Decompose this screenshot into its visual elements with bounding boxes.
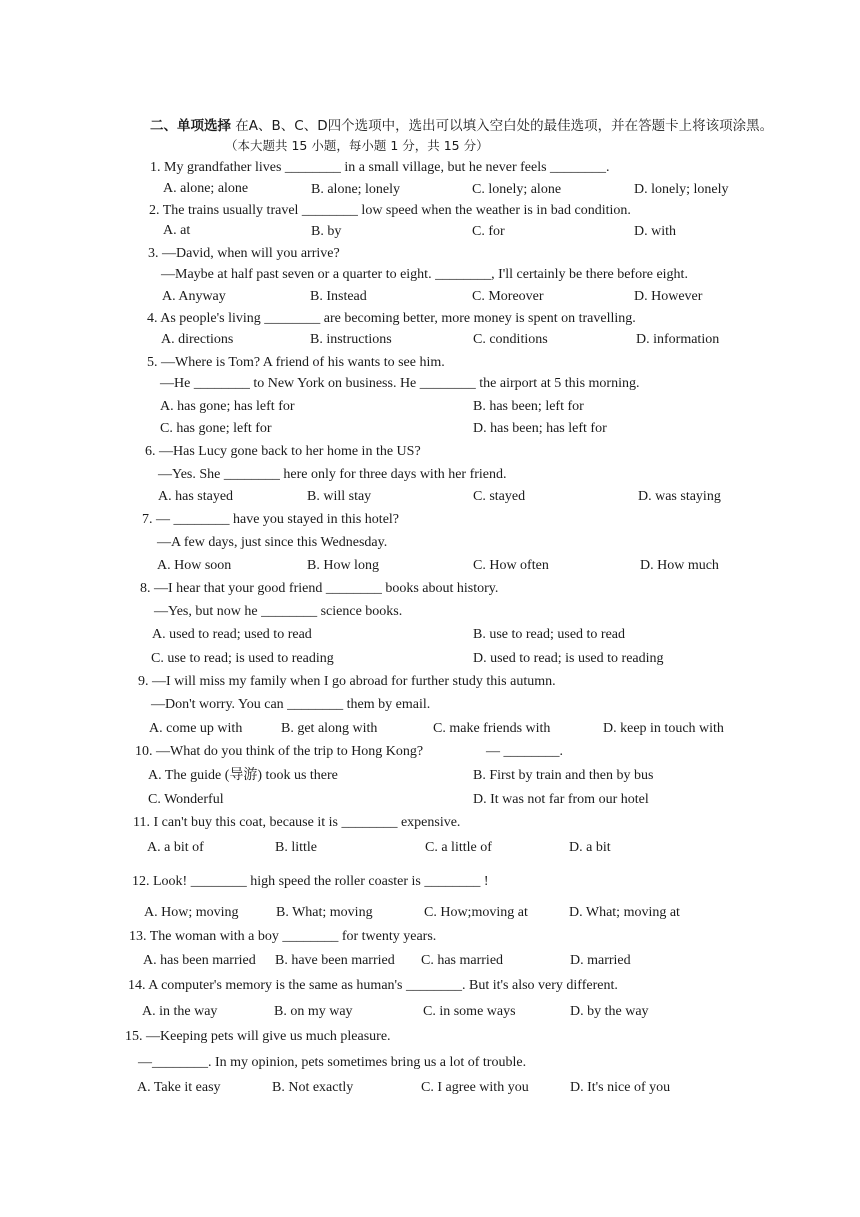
option-a: A. How; moving (144, 905, 239, 920)
question-stem: 12. Look! ________ high speed the roller coaster is ________ ! (132, 874, 489, 889)
question-stem: 11. I can't buy this coat, because it is ________ expensive. (133, 815, 461, 830)
option-d: D. What; moving at (569, 905, 680, 920)
option-a: A. The guide (导游) took us there (148, 768, 338, 783)
option-b: B. has been; left for (473, 399, 584, 414)
option-a: A. at (163, 223, 191, 238)
option-d: D. has been; has left for (473, 421, 607, 436)
question-stem: 13. The woman with a boy ________ for twenty years. (129, 929, 437, 944)
question-stem: 2. The trains usually travel ________ low speed when the weather is in bad condition. (149, 203, 631, 218)
option-c: C. conditions (473, 332, 548, 347)
question-stem: 1. My grandfather lives ________ in a small village, but he never feels ________. (150, 160, 610, 175)
option-b: B. How long (307, 558, 379, 573)
section-title: 二、单项选择 (150, 118, 231, 134)
option-b: B. Instead (310, 289, 367, 304)
option-a: A. has stayed (158, 489, 234, 504)
option-b: B. will stay (307, 489, 372, 504)
option-c: C. use to read; is used to reading (151, 651, 334, 666)
option-c: C. a little of (425, 840, 492, 855)
option-c: C. lonely; alone (472, 182, 562, 197)
option-c: C. Moreover (472, 289, 544, 304)
section-header (150, 117, 773, 135)
question-stem: 6. —Has Lucy gone back to her home in the US? (145, 444, 421, 459)
option-c: C. has gone; left for (160, 421, 272, 436)
option-a: A. alone; alone (163, 181, 249, 196)
option-a: A. used to read; used to read (152, 627, 312, 642)
option-c: C. I agree with you (421, 1080, 529, 1095)
option-a: A. How soon (157, 558, 232, 573)
option-b: B. instructions (310, 332, 392, 347)
option-d: D. keep in touch with (603, 721, 724, 736)
option-d: D. with (634, 224, 676, 239)
option-d: D. information (636, 332, 720, 347)
question-stem: 14. A computer's memory is the same as human's ________. But it's also very different. (128, 978, 618, 993)
option-d: D. How much (640, 558, 719, 573)
question-stem: 4. As people's living ________ are becoming better, more money is spent on travelling. (147, 311, 636, 326)
option-c: C. make friends with (433, 721, 551, 736)
option-b: B. little (275, 840, 317, 855)
question-stem-continued: — ________. (486, 744, 563, 759)
option-b: B. Not exactly (272, 1080, 354, 1095)
option-a: A. Take it easy (137, 1080, 221, 1095)
option-b: B. use to read; used to read (473, 627, 626, 642)
option-b: B. What; moving (276, 905, 373, 920)
option-a: A. directions (161, 332, 234, 347)
question-stem-continued: —Yes. She ________ here only for three days with her friend. (158, 467, 507, 482)
question-stem-continued: —Maybe at half past seven or a quarter to eight. ________, I'll certainly be there before eight. (161, 267, 688, 282)
question-stem-continued: —A few days, just since this Wednesday. (157, 535, 388, 550)
question-stem: 5. —Where is Tom? A friend of his wants to see him. (147, 355, 445, 370)
question-stem-continued: —Don't worry. You can ________ them by email. (151, 697, 431, 712)
option-c: C. in some ways (423, 1004, 516, 1019)
option-a: A. a bit of (147, 840, 204, 855)
option-d: D. It was not far from our hotel (473, 792, 649, 807)
option-d: D. by the way (570, 1004, 649, 1019)
option-d: D. lonely; lonely (634, 182, 729, 197)
option-d: D. However (634, 289, 703, 304)
question-stem: 10. —What do you think of the trip to Hong Kong? (135, 744, 424, 759)
question-stem: 9. —I will miss my family when I go abroad for further study this autumn. (138, 674, 556, 689)
option-a: A. has gone; has left for (160, 399, 295, 414)
option-d: D. married (570, 953, 631, 968)
question-stem: 7. — ________ have you stayed in this hotel? (142, 512, 400, 527)
option-b: B. First by train and then by bus (473, 768, 654, 783)
option-c: C. has married (421, 953, 504, 968)
question-stem-continued: —He ________ to New York on business. He ________ the airport at 5 this morning. (160, 376, 640, 391)
option-d: D. used to read; is used to reading (473, 651, 664, 666)
question-stem-continued: —________. In my opinion, pets sometimes bring us a lot of trouble. (138, 1055, 527, 1070)
option-a: A. Anyway (162, 289, 226, 304)
option-d: D. It's nice of you (570, 1080, 671, 1095)
option-c: C. How often (473, 558, 549, 573)
option-c: C. How;moving at (424, 905, 528, 920)
option-d: D. was staying (638, 489, 721, 504)
question-stem-continued: —Yes, but now he ________ science books. (154, 604, 403, 619)
option-d: D. a bit (569, 840, 611, 855)
option-c: C. stayed (473, 489, 526, 504)
option-b: B. get along with (281, 721, 378, 736)
option-a: A. come up with (149, 721, 243, 736)
option-b: B. by (311, 224, 342, 239)
option-b: B. have been married (275, 953, 395, 968)
section-instruction: 在A、B、C、D四个选项中，选出可以填入空白处的最佳选项，并在答题卡上将该项涂黑。 (235, 118, 774, 134)
option-c: C. for (472, 224, 505, 239)
question-stem: 15. —Keeping pets will give us much pleasure. (125, 1029, 391, 1044)
section-note: （本大题共 15 小题，每小题 1 分，共 15 分） (225, 138, 489, 153)
question-stem: 8. —I hear that your good friend ________ books about history. (140, 581, 499, 596)
question-stem: 3. —David, when will you arrive? (148, 246, 340, 261)
option-a: A. has been married (143, 953, 256, 968)
option-b: B. alone; lonely (311, 182, 401, 197)
option-b: B. on my way (274, 1004, 353, 1019)
option-c: C. Wonderful (148, 792, 224, 807)
option-a: A. in the way (142, 1004, 218, 1019)
